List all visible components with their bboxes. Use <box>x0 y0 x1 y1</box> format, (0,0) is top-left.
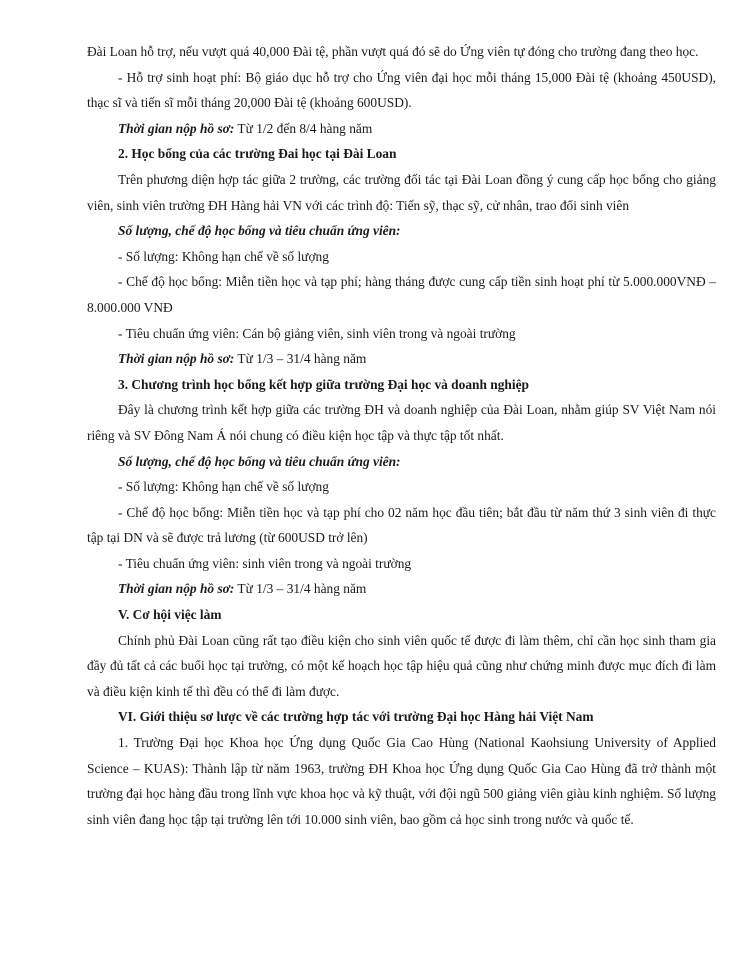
section-2-regime: - Chế độ học bổng: Miễn tiền học và tạp phí; hàng tháng được cung cấp tiền sinh hoạt phí từ 5.000.000VNĐ – 8.000.000 VNĐ <box>87 274 716 315</box>
section-2-standard: - Tiêu chuẩn ứng viên: Cán bộ giảng viên, sinh viên trong và ngoài trường <box>118 325 516 341</box>
section-3-quantity: - Số lượng: Không hạn chế về số lượng <box>118 479 329 495</box>
section-v-body: Chính phủ Đài Loan cũng rất tạo điều kiện cho sinh viên quốc tế được đi làm thêm, chỉ cần học sinh tham gia đầy đủ tất cả các buổi học tại trường, có một kế hoạch học tập hiệu quả cũng như chứng minh được mục đích đi làm và điều kiện kinh tế thì đều có thể đi làm được. <box>87 632 716 699</box>
deadline-label: Thời gian nộp hồ sơ: <box>118 120 235 136</box>
section-2-criteria-heading: Số lượng, chế độ học bổng và tiêu chuẩn ứng viên: <box>118 223 401 239</box>
section-heading-2: 2. Học bổng của các trường Đai học tại Đài Loan <box>118 146 397 162</box>
section-3-body: Đây là chương trình kết hợp giữa các trường ĐH và doanh nghiệp của Đài Loan, nhằm giúp SV Việt Nam nói riêng và SV Đông Nam Á nói chung có điều kiện học tập và thực tập tốt nhất. <box>87 402 716 443</box>
deadline-label: Thời gian nộp hồ sơ: <box>118 581 235 597</box>
deadline-line-1 <box>87 116 716 142</box>
section-3-standard: - Tiêu chuẩn ứng viên: sinh viên trong và ngoài trường <box>118 555 412 571</box>
living-allowance-item: - Hỗ trợ sinh hoạt phí: Bộ giáo dục hỗ trợ cho Ứng viên đại học mỗi tháng 15,000 Đài tệ (khoảng 450USD), thạc sĩ và tiến sĩ mỗi tháng 20,000 Đài tệ (khoảng 600USD). <box>87 69 716 111</box>
section-2-quantity: - Số lượng: Không hạn chế về số lượng <box>118 248 329 264</box>
section-vi-item-1: 1. Trường Đại học Khoa học Ứng dụng Quốc Gia Cao Hùng (National Kaohsiung University of Applied Science – KUAS): Thành lập từ năm 1963, trường ĐH Khoa học Ứng dụng Quốc Gia Cao Hùng đã trở thành một trường đại học hàng đầu trong lĩnh vực khoa học và kỹ thuật, với đội ngũ 500 giảng viên giàu kinh nghiệm. Số lượng sinh viên đang học tập tại trường lên tới 10.000 sinh viên, bao gồm cả học sinh trong nước và quốc tế. <box>87 735 716 827</box>
section-heading-vi: VI. Giới thiệu sơ lược về các trường hợp tác với trường Đại học Hàng hải Việt Nam <box>118 709 594 725</box>
deadline-label: Thời gian nộp hồ sơ: <box>118 351 235 367</box>
deadline-line-3 <box>87 576 716 602</box>
section-3-regime: - Chế độ học bổng: Miễn tiền học và tạp phí cho 02 năm học đầu tiên; bắt đầu từ năm thứ 3 sinh viên đi thực tập tại DN và sẽ được trả lương (từ 600USD trở lên) <box>87 504 716 546</box>
deadline-line-2 <box>87 346 716 372</box>
intro-continuation: Đài Loan hỗ trợ, nếu vượt quá 40,000 Đài tệ, phần vượt quá đó sẽ do Ứng viên tự đóng cho trường đang theo học. <box>87 44 699 59</box>
deadline-value: Từ 1/2 đến 8/4 hàng năm <box>234 120 373 136</box>
section-2-body: Trên phương diện hợp tác giữa 2 trường, các trường đối tác tại Đài Loan đồng ý cung cấp học bổng cho giảng viên, sinh viên trường ĐH Hàng hải VN với các trình độ: Tiến sỹ, thạc sỹ, cử nhân, trao đổi sinh viên <box>87 171 716 213</box>
section-heading-v: V. Cơ hội việc làm <box>118 607 222 623</box>
deadline-value: Từ 1/3 – 31/4 hàng năm <box>234 581 367 597</box>
section-3-criteria-heading: Số lượng, chế độ học bổng và tiêu chuẩn ứng viên: <box>118 453 401 469</box>
section-heading-3: 3. Chương trình học bổng kết hợp giữa trường Đại học và doanh nghiệp <box>118 376 529 392</box>
deadline-value: Từ 1/3 – 31/4 hàng năm <box>234 351 367 367</box>
